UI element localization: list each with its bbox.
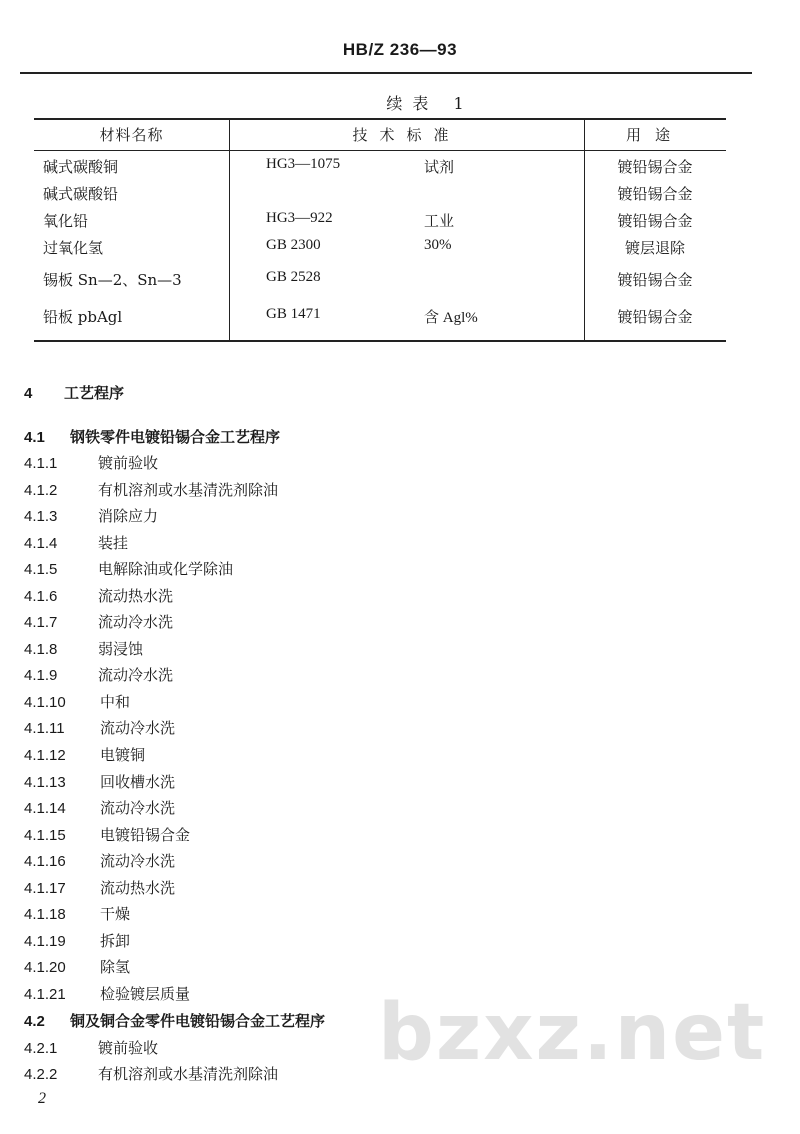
- material-use: 镀铅锡合金: [617, 212, 693, 230]
- list-item: [24, 611, 173, 632]
- header-code: HB/Z 236—93: [342, 40, 458, 59]
- table-top-rule: [34, 118, 726, 120]
- item-number: 4.1.5: [24, 561, 58, 578]
- material-name: 碱式碳酸铅: [43, 185, 119, 203]
- list-item: [24, 532, 128, 553]
- material-name: 氧化铅: [43, 212, 89, 230]
- item-number: 4.1.16: [24, 853, 66, 870]
- column-header-use: 用途: [625, 126, 684, 144]
- item-text: 流动冷水洗: [98, 613, 174, 631]
- list-item: [24, 664, 173, 685]
- item-number: 4.1.9: [24, 667, 58, 684]
- list-item: [24, 824, 190, 845]
- list-item: [24, 691, 130, 712]
- list-item: [24, 505, 158, 526]
- list-item: [24, 983, 190, 1004]
- list-item: [24, 771, 175, 792]
- item-number: 4.1.8: [24, 641, 58, 658]
- item-number: 4.1.20: [24, 959, 66, 976]
- column-header-standard: 技术标准: [352, 126, 461, 144]
- table-caption: 续表 1: [386, 94, 474, 113]
- item-number: 4.1.3: [24, 508, 58, 525]
- section-4-1-heading: [24, 426, 280, 447]
- material-use: 镀铅锡合金: [617, 158, 693, 176]
- item-number: 4.1.2: [24, 482, 58, 499]
- item-text: 流动冷水洗: [100, 719, 176, 737]
- item-text: 流动冷水洗: [98, 666, 174, 684]
- page-number: 2: [38, 1090, 46, 1107]
- item-text: 弱浸蚀: [98, 640, 144, 658]
- material-spec: 含 Agl%: [424, 310, 478, 326]
- material-spec: 试剂: [424, 160, 455, 176]
- material-use: 镀铅锡合金: [617, 271, 693, 289]
- material-name: 碱式碳酸铜: [43, 158, 119, 176]
- item-text: 有机溶剂或水基清洗剂除油: [98, 1065, 279, 1083]
- item-text: 回收槽水洗: [100, 773, 176, 791]
- column-header-name: 材料名称: [99, 126, 164, 144]
- material-use: 镀层退除: [624, 239, 685, 257]
- item-text: 电镀铜: [100, 746, 146, 764]
- material-standard: GB 2528: [266, 269, 321, 285]
- header-rule: [20, 72, 752, 74]
- item-number: 4.1.15: [24, 827, 66, 844]
- table-bottom-rule: [34, 340, 726, 342]
- section-title: 铜及铜合金零件电镀铅锡合金工艺程序: [70, 1012, 326, 1030]
- item-text: 镀前验收: [98, 454, 159, 472]
- list-item: [24, 930, 130, 951]
- material-spec: 30%: [424, 237, 452, 253]
- list-item: [24, 1037, 158, 1058]
- item-text: 流动冷水洗: [100, 799, 176, 817]
- item-number: 4.1.6: [24, 588, 58, 605]
- item-text: 电镀铅锡合金: [100, 826, 191, 844]
- item-text: 流动热水洗: [100, 879, 176, 897]
- item-text: 流动热水洗: [98, 587, 174, 605]
- item-text: 有机溶剂或水基清洗剂除油: [98, 481, 279, 499]
- watermark: bzxz.net: [378, 988, 767, 1078]
- item-number: 4.2.1: [24, 1040, 58, 1057]
- list-item: [24, 1063, 278, 1084]
- item-text: 流动冷水洗: [100, 852, 176, 870]
- section-title: 工艺程序: [64, 384, 125, 402]
- item-number: 4.1.4: [24, 535, 58, 552]
- material-name: 铅板 pbAgl: [43, 308, 123, 326]
- table-header-rule: [34, 150, 726, 151]
- list-item: [24, 452, 158, 473]
- item-text: 除氢: [100, 958, 131, 976]
- item-text: 中和: [100, 693, 131, 711]
- list-item: [24, 877, 175, 898]
- item-text: 电解除油或化学除油: [98, 560, 234, 578]
- section-4-heading: [24, 382, 124, 403]
- item-number: 4.1.21: [24, 986, 66, 1003]
- material-standard: GB 2300: [266, 237, 321, 253]
- section-number: 4.2: [24, 1013, 45, 1030]
- item-number: 4.1.19: [24, 933, 66, 950]
- list-item: [24, 585, 173, 606]
- table-row: [34, 183, 726, 207]
- item-text: 检验镀层质量: [100, 985, 191, 1003]
- list-item: [24, 717, 175, 738]
- item-number: 4.1.17: [24, 880, 66, 897]
- material-standard: HG3—1075: [266, 156, 341, 172]
- list-item: [24, 956, 130, 977]
- section-number: 4.1: [24, 429, 45, 446]
- item-number: 4.2.2: [24, 1066, 58, 1083]
- list-item: [24, 850, 175, 871]
- list-item: [24, 638, 143, 659]
- item-text: 消除应力: [98, 507, 159, 525]
- table-row: [34, 306, 726, 330]
- list-item: [24, 903, 130, 924]
- item-number: 4.1.10: [24, 694, 66, 711]
- section-4-2-heading: [24, 1010, 325, 1031]
- table-row: [34, 156, 726, 180]
- material-standard: HG3—922: [266, 210, 333, 226]
- material-use: 镀铅锡合金: [617, 308, 693, 326]
- item-number: 4.1.13: [24, 774, 66, 791]
- item-number: 4.1.7: [24, 614, 58, 631]
- section-number: 4: [24, 385, 33, 402]
- section-title: 钢铁零件电镀铅锡合金工艺程序: [70, 428, 281, 446]
- table-row: [34, 210, 726, 234]
- item-number: 4.1.1: [24, 455, 58, 472]
- materials-table: [34, 118, 726, 342]
- item-text: 镀前验收: [98, 1039, 159, 1057]
- list-item: [24, 479, 278, 500]
- list-item: [24, 797, 175, 818]
- item-number: 4.1.14: [24, 800, 66, 817]
- item-text: 拆卸: [100, 932, 131, 950]
- table-row: [34, 237, 726, 261]
- item-text: 装挂: [98, 534, 129, 552]
- material-use: 镀铅锡合金: [617, 185, 693, 203]
- item-number: 4.1.12: [24, 747, 66, 764]
- material-name: 过氧化氢: [43, 239, 104, 257]
- item-number: 4.1.11: [24, 720, 65, 737]
- list-item: [24, 744, 145, 765]
- item-number: 4.1.18: [24, 906, 66, 923]
- material-standard: GB 1471: [266, 306, 321, 322]
- item-text: 干燥: [100, 905, 131, 923]
- list-item: [24, 558, 233, 579]
- table-row: [34, 269, 726, 293]
- material-spec: 工业: [424, 214, 455, 230]
- material-name: 锡板 Sn—2、Sn—3: [43, 271, 182, 289]
